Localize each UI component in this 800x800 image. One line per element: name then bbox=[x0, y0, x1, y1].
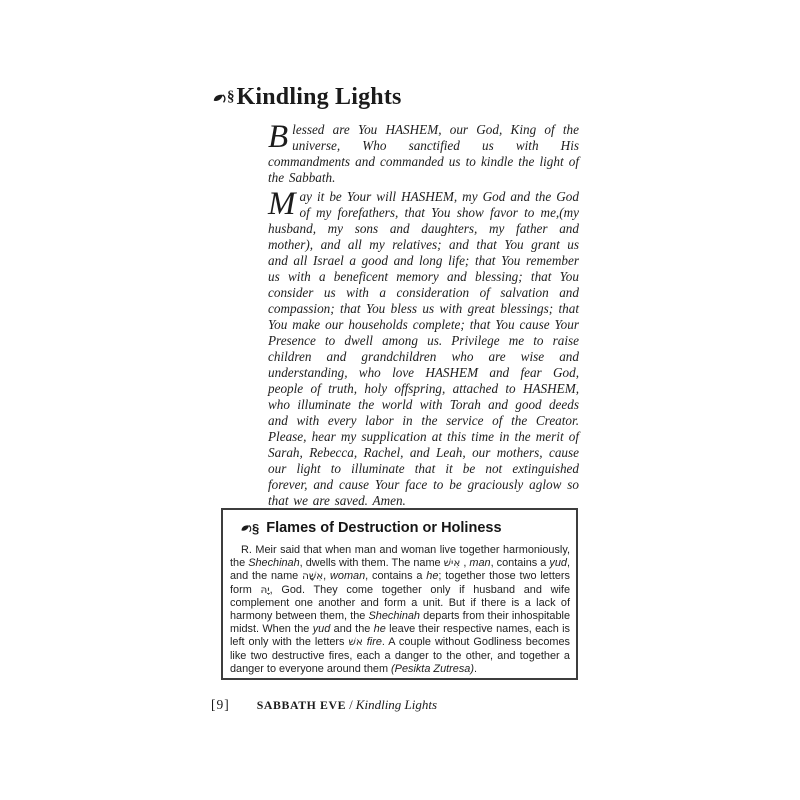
page-number: [9] bbox=[211, 697, 230, 712]
commentary-text: R. Meir said that when man and woman live together harmoniously, the Shechinah, dwells with them. The name אִישׁ , man, contains a yud, and the name אִשָּׁה, woman, contains a he; together those two letters form יָהּ, God. They come together only if husband and wife complement one another and form a unit. But if there is a lack of harmony between them, the Shechinah departs from their inhospitable midst. When the yud and the he leave their respective names, each is left only with the letters אשׁ fire. A couple without Godliness becomes like two destructive fires, each a danger to the other, and together a danger to everyone around them (Pesikta Zutresa). bbox=[230, 544, 570, 675]
supplication-paragraph bbox=[268, 186, 579, 509]
running-head bbox=[257, 697, 437, 713]
page-footer bbox=[211, 697, 437, 713]
section-mark: § bbox=[252, 520, 260, 536]
leaf-ornament-icon bbox=[241, 522, 259, 535]
dropcap-initial: B bbox=[268, 119, 289, 155]
supplication-text: ay it be Your will HASHEM, my God and the God of my forefathers, that You show favor to me,(my husband, my sons and daughters, my father and mother), and all my relatives; and that You grant us and all Israel a good and long life; that You remember us with a beneficent memory and blessing; that You consider us with a consideration of salvation and compassion; that You bless us with great blessings; that You make our households complete; that You cause Your Presence to dwell among us. Privilege me to raise children and grandchildren who are wise and understanding, who love HASHEM and fear God, people of truth, holy offspring, attached to HASHEM, who illuminate the world with Torah and good deeds and with every labor in the service of the Creator. Please, hear my supplication at this time in the merit of Sarah, Rebecca, Rachel, and Leah, our mothers, cause our light to illuminate that it be not extinguished forever, and cause Your face to be graciously aglow so that we are saved. Amen. bbox=[268, 189, 579, 508]
blessing-text: lessed are You HASHEM, our God, King of the universe, Who sanctified us with His commandments and commanded us to kindle the light of the Sabbath. bbox=[268, 122, 579, 185]
section-mark: § bbox=[227, 89, 235, 105]
page-title-text: Kindling Lights bbox=[236, 84, 402, 110]
leaf-ornament-icon bbox=[213, 90, 235, 105]
running-head-separator: / bbox=[346, 698, 356, 712]
dropcap-initial: M bbox=[268, 186, 296, 222]
blessing-paragraph bbox=[268, 119, 579, 186]
page-title bbox=[213, 84, 402, 111]
running-head-section: SABBATH EVE bbox=[256, 698, 347, 712]
commentary-heading-text: Flames of Destruction or Holiness bbox=[266, 520, 502, 536]
running-head-chapter: Kindling Lights bbox=[355, 697, 438, 712]
commentary-box bbox=[221, 508, 578, 680]
commentary-heading bbox=[241, 520, 568, 536]
